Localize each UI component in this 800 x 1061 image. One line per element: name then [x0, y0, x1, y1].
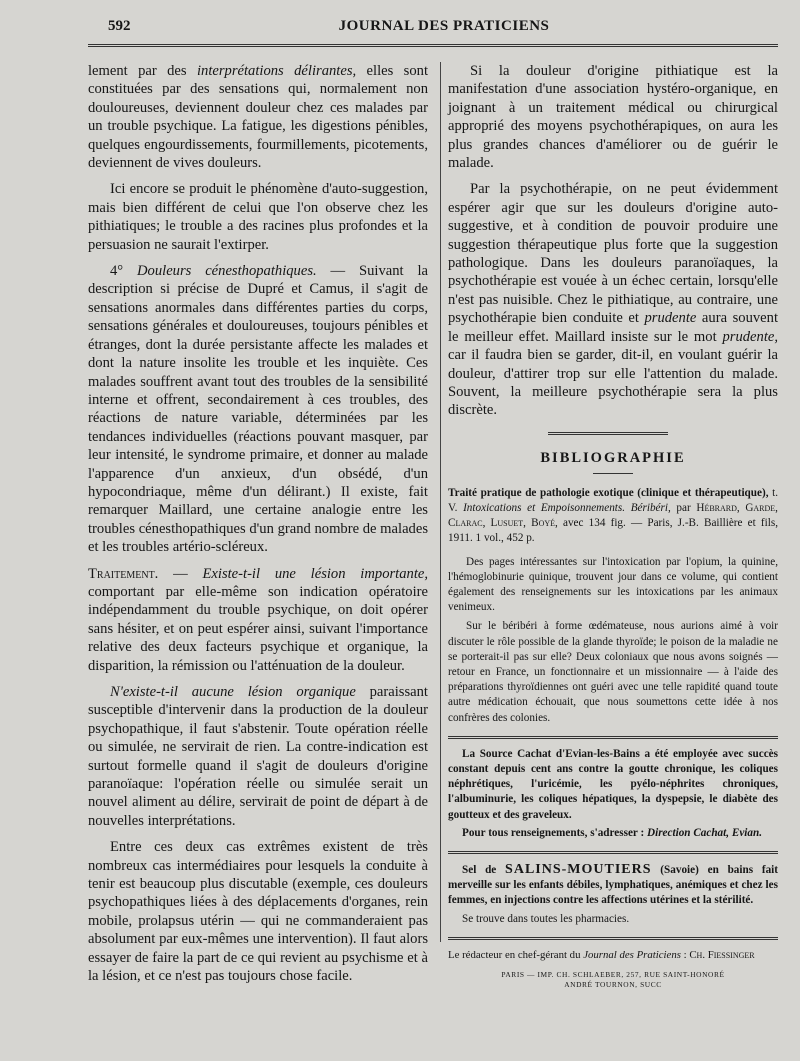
running-header: [108, 18, 780, 38]
printer-line-2: ANDRÉ TOURNON, SUCC: [564, 979, 662, 989]
column-divider: [440, 62, 441, 942]
footer-rule: [448, 937, 778, 940]
left-paragraph-1: lement par des interprétations délirantes, elles sont constituées par des sensations qui, normalement non douloureuses, deviennent douleur chez ces malades par un trouble psychique. La fatigue, les digestions pénibles, quelques engourdissements, fourmillements, picotements, deviennent de vives douleurs.: [88, 63, 429, 172]
advert-cachat-text: La Source Cachat d'Evian-les-Bains a été employée avec succès constant depuis cent ans contre la goutte chronique, les coliques néphrétiques, l'uricémie, les pyélo-néphrites chroniques, l'albuminurie, les coliques hépatiques, la dyspepsie, le diabète des goutteux et des graveleux.: [448, 747, 778, 821]
advert-cachat-contact: Pour tous renseignements, s'adresser : Direction Cachat, Evian.: [462, 826, 763, 839]
section-traitement: Traitement. — Existe-t-il une lésion importante, comportant par elle-même son indication opératoire indépendamment du trouble psychique, on doit opérer sans hésiter, et on peut espérer ainsi, suivant l'importance relative des deux facteurs psychique et organique, la disparition, la rémission ou l'atténuation de la douleur.: [88, 565, 428, 674]
bibliographie-heading: BIBLIOGRAPHIE: [540, 449, 686, 466]
printer-line-1: PARIS — IMP. CH. SCHLAEBER, 257, RUE SAINT-HONORÉ: [501, 969, 725, 979]
left-paragraph-abstention: N'existe-t-il aucune lésion organique paraissant susceptible d'intervenir dans la production de la douleur psychopathique, il faut s'abstenir. Toute opération réelle ou simulée, ne servirait de rien. La contre-indication est surtout formelle quand il s'agit de douleurs d'origine paranoïaque: l'opération réelle ou simulée serait un nouvel aliment au délire, servirait de point de départ à de nouvelles interprétations.: [88, 684, 428, 829]
traitement-label: Traitement.: [88, 565, 159, 582]
advert-rule-1: [448, 736, 778, 739]
left-column: [88, 62, 428, 994]
section-cenesthopathiques: 4° Douleurs cénesthopathiques. — Suivant la description si précise de Dupré et Camus, il s'agit de sensations anormales dans différentes parties du corps, sensations générales et douloureuses, toujours pénibles et étranges, dont la durée persistante affecte les malades et dont la nature insolite les trouble et les inquiète. Ces malades souffrent avant tout des troubles de la sensibilité interne et offrent, secondairement à ces troubles, des réactions de nature variable, déterminées par les tendances individuelles (réactions pouvant masquer, par leur intensité, le syndrome primaire, et donner au malade l'apparence d'un anxieux, d'un obsédé, d'un hypocondriaque, même d'un délirant.) Il existe, fait remarquer Maillard, une certaine analogie entre les troubles cénesthopathiques d'un grand nombre de malades et les troubles artério-scléreux.: [88, 263, 428, 556]
advert-rule-2: [448, 851, 778, 854]
section-heading: Douleurs cénesthopathiques.: [137, 263, 317, 280]
journal-title: JOURNAL DES PRATICIENS: [338, 18, 550, 34]
review-paragraph-1: Des pages intéressantes sur l'intoxication par l'opium, la quinine, l'hémoglobinurie quinique, trouvent jour dans ce volume, qui contient également des renseignements sur les intoxications par les animaux venimeux.: [448, 555, 778, 614]
section-divider: [448, 432, 778, 440]
right-paragraph-1: Si la douleur d'origine pithiatique est la manifestation d'une association hystéro-organique, en joignant à un traitement médical ou chirurgical approprié des moyens psychothérapiques, on aura les plus grandes chances d'améliorer ou de guérir le malade.: [448, 63, 778, 172]
advert-salins: [448, 862, 778, 927]
heading-underline: [593, 473, 633, 474]
brand-salins-moutiers: SALINS-MOUTIERS: [505, 861, 652, 877]
right-paragraph-2: Par la psychothérapie, on ne peut évidemment espérer agir que sur les douleurs d'origine auto-suggestive, et à condition de pouvoir produire une suggestion thérapeutique plus forte que la suggestion pathologique. Dans les douleurs paranoïaques, la psychothérapie est vouée à un échec certain, lorsqu'elle n'est pas nuisible. Chez le pithiatique, au contraire, une psychothérapie bien conduite et prudente aura souvent le meilleur effet. Maillard insiste sur le mot prudente, car il faudra bien se garder, dit-il, en voulant guérir la douleur, d'attirer trop sur elle l'attention du malade. Souvent, la meilleure psychothérapie sera la plus discrète.: [448, 181, 778, 419]
bibliography-reference: Traité pratique de pathologie exotique (clinique et thérapeutique), t. V. Intoxications et Empoisonnements. Béribéri, par Hébrard, Garde, Clarac, Lusuet, Boyé, avec 134 fig. — Paris, J.-B. Baillière et fils, 1911. 1 vol., 452 p.: [448, 486, 779, 545]
review-paragraph-2: Sur le béribéri à forme œdémateuse, nous aurions aimé à voir discuter le rôle possible de la glande thyroïde; le poison de la maladie ne se porterait-il pas sur elle? Deux coloniaux que nous avons soignés — retour en France, un fonctionnaire et un missionnaire — à l'aide des préparations thyroïdiennes ont guéri avec une telle rapidité quand toute autre médication échouait, que nous soumettons cette idée à nos confrères des colonies.: [448, 620, 778, 724]
left-paragraph-2: Ici encore se produit le phénomène d'auto-suggestion, mais bien différent de celui que l'on observe chez les pithiatiques; le trouble a des racines plus profondes et la persuasion ne saurait l'extirper.: [88, 181, 428, 253]
advert-salins-text: Sel de SALINS-MOUTIERS (Savoie) en bains fait merveille sur les enfants débiles, lymphatiques, anémiques et chez les femmes, en injections contre les affections utérines et la stérilité.: [448, 861, 779, 907]
right-column: [448, 62, 778, 990]
header-rule: [88, 44, 778, 47]
advert-cachat: [448, 747, 778, 841]
left-paragraph-intermediate: Entre ces deux cas extrêmes existent de très nombreux cas intermédiaires pour lesquels la conduite à tenir est beaucoup plus discutable (exemple, ces douleurs psychopathiques liées à des déplacements d'organes, rein mobile, prolapsus utérin — qui ne commanderaient pas absolument par eux-mêmes une intervention). Il faut alors essayer de faire la part de ce qui revient au psychisme et à la lésion, et ce n'est pas toujours chose facile.: [88, 839, 428, 985]
printer-imprint: [448, 970, 778, 990]
editor-credit: Le rédacteur en chef-gérant du Journal des Praticiens : Ch. Fiessinger: [448, 948, 755, 961]
page-number: 592: [108, 18, 131, 34]
advert-salins-availability: Se trouve dans toutes les pharmacies.: [462, 912, 630, 925]
